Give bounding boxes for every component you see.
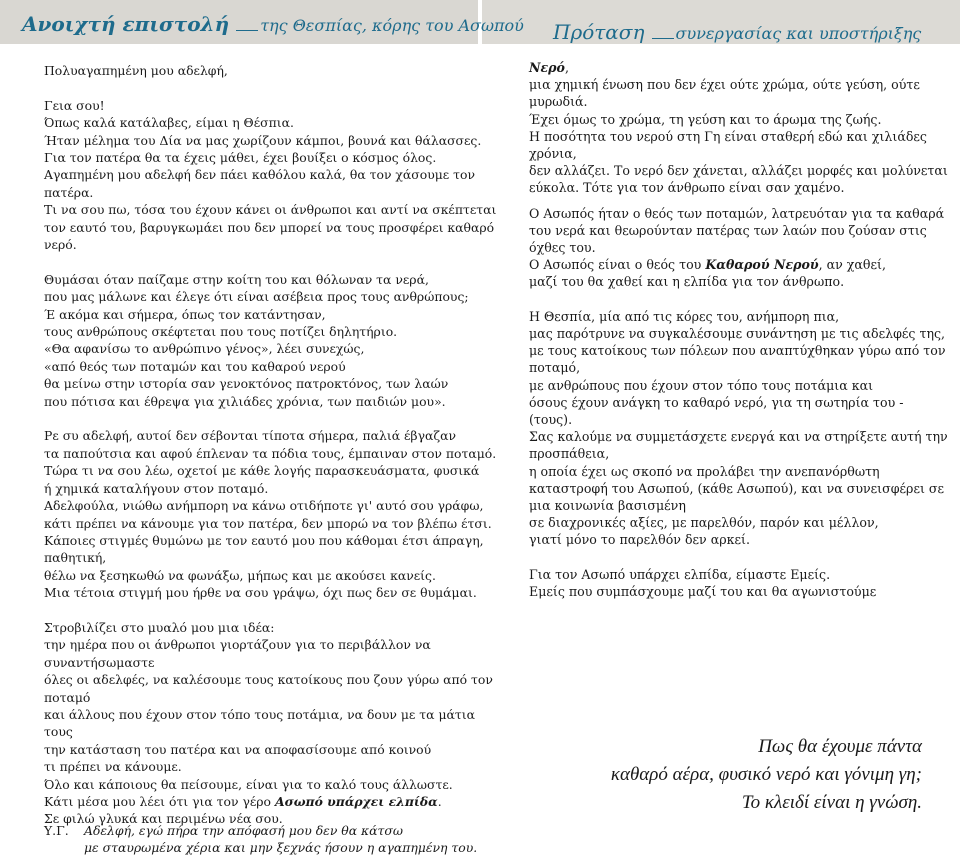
letter-line: θέλω να ξεσηκωθώ να φωνάξω, μήπως και με ακούσει κανείς. [44,567,436,583]
letter-line: ή χημικά καταλήγουν στον ποταμό. [44,480,269,496]
letter-line: συναντήσωμαστε [44,654,155,670]
letter-paragraph-4 [44,619,493,828]
letter-line: «από θεός των ποταμών και του καθαρού νερού [44,358,346,374]
letter-line: Όλο και κάποιους θα πείσουμε, είναι για το καλό τους άλλωστε. [44,776,453,792]
letter-line: Τώρα τι να σου λέω, οχετοί με κάθε λογής παρασκευάσματα, φυσικά [44,463,480,479]
letter-line: Ρε συ αδελφή, αυτοί δεν σέβονται τίποτα σήμερα, παλιά έβγαζαν [44,428,456,444]
proposal-title-main: Πρόταση [553,20,645,44]
proposal-line: δεν αλλάζει. Το νερό δεν χάνεται, αλλάζει μορφές και μολύνεται [529,163,948,179]
proposal-line: μια κοινωνία βασισμένη [529,498,686,514]
proposal-line: γιατί μόνο το παρελθόν δεν αρκεί. [529,532,750,548]
letter-closing: Σε φιλώ γλυκά και περιμένω νέα σου. [44,811,283,827]
letter-line: Θυμάσαι όταν παίζαμε στην κοίτη του και θόλωναν τα νερά, [44,271,429,287]
proposal-line: με τους κατοίκους των πόλεων που αναπτύχθηκαν γύρω από τον [529,343,946,359]
title-rule [236,30,258,31]
letter-line: Αδελφούλα, νιώθω ανήμπορη να κάνω οτιδήποτε γι' αυτό σου γράφω, [44,498,484,514]
letter-line: τους ανθρώπους σκέφτεται που τους ποτίζει δηλητήριο. [44,324,398,340]
proposal-line: Εμείς που συμπάσχουμε μαζί του και θα αγωνιστούμε [529,584,877,600]
letter-line: όλες οι αδελφές, να καλέσουμε τους κατοίκους που ζουν γύρω από τον [44,672,493,688]
slogan-line: Πως θα έχουμε πάντα [758,736,922,757]
letter-line: νερό. [44,237,77,253]
proposal-block-1 [529,76,948,196]
proposal-line: (τους). [529,412,573,428]
proposal-line: Ο Ασωπός ήταν ο θεός των ποταμών, λατρευόταν για τα καθαρά [529,205,945,221]
letter-line: που πότισα και έθρεψα για χιλιάδες χρόνια, των παιδιών μου». [44,393,446,409]
letter-title [22,12,524,36]
proposal-line: όσους έχουν ανάγκη το καθαρό νερό, για τη σωτηρία του - [529,394,904,410]
proposal-line: του νερά και θεωρούνταν πατέρας των λαών που ζούσαν στις [529,222,927,238]
proposal-line: μυρωδιά. [529,94,588,110]
water-title: Νερό [529,60,565,75]
letter-line: πατέρα. [44,184,94,200]
proposal-line: ποταμό, [529,360,581,376]
letter-title-subtitle: της Θεσπίας, κόρης του Ασωπού [260,16,524,35]
letter-paragraph-1 [44,97,497,254]
slogan-line: Το κλειδί είναι η γνώση. [741,792,922,813]
letter-line: ποταμό [44,689,91,705]
proposal-line: μας παρότρυνε να συγκαλέσουμε συνάντηση με τις αδελφές της, [529,326,946,342]
postscript-line: Αδελφή, εγώ πήρα την απόφασή μου δεν θα κάτσω [84,823,403,838]
letter-motto-line [44,793,464,810]
motto-prefix: Κάτι μέσα μου λέει ότι για τον γέρο [44,794,275,809]
proposal-line: καταστροφή του Ασωπού, (κάθε Ασωπού), και να συνεισφέρει σε [529,480,945,496]
letter-line: Γεια σου! [44,97,105,113]
letter-body [44,62,497,828]
god-suffix: , αν χαθεί, [818,257,886,273]
proposal-line: η οποία έχει ως σκοπό να προλάβει την ανεπανόρθωτη [529,463,880,479]
letter-title-main: Ανοιχτή επιστολή [22,12,230,36]
letter-line: κάτι πρέπει να κάνουμε για τον πατέρα, δεν μπορώ να τον βλέπω έτσι. [44,515,492,531]
letter-line: τι πρέπει να κάνουμε. [44,759,182,775]
letter-line: Έ ακόμα και σήμερα, όπως τον κατάντησαν, [44,306,326,322]
letter-line: που μας μάλωνε και έλεγε ότι είναι ασέβεια προς τους ανθρώπους; [44,289,469,305]
letter-line: τα παπούτσια και αφού έπλεναν τα πόδια τους, έμπαιναν στον ποταμό. [44,445,497,461]
letter-postscript [44,822,477,856]
title-rule [652,38,674,39]
letter-line: Μια τέτοια στιγμή μου ήρθε να σου γράψω, όχι πως δεν σε θυμάμαι. [44,585,477,601]
letter-line: θα μείνω στην ιστορία σαν γενοκτόνος πατροκτόνος, των λαών [44,376,449,392]
proposal-line: χρόνια, [529,146,577,162]
postscript-label: Υ.Γ. [44,823,69,838]
letter-line: την ημέρα που οι άνθρωποι γιορτάζουν για το περιβάλλον να [44,637,431,653]
proposal-line: μια χημική ένωση που δεν έχει ούτε χρώμα, ούτε γεύση, ούτε [529,77,920,93]
letter-line: Για τον πατέρα θα τα έχεις μάθει, έχει βουίξει ο κόσμος όλος. [44,150,437,166]
motto-suffix: . [437,794,442,809]
letter-line: τον εαυτό του, βαρυγκωμάει που δεν μπορεί να τους προσφέρει καθαρό [44,219,495,235]
letter-line: παθητική, [44,550,107,566]
god-prefix: Ο Ασωπός είναι ο θεός του [529,257,706,273]
letter-line: την κατάσταση του πατέρα και να αποφασίσουμε από κοινού [44,741,432,757]
slogan [611,733,922,817]
motto-emphasis: Ασωπό υπάρχει ελπίδα [274,794,438,809]
slogan-line: καθαρό αέρα, φυσικό νερό και γόνιμη γη; [610,764,922,785]
proposal-line: μαζί του θα χαθεί και η ελπίδα για τον άνθρωπο. [529,274,845,290]
water-title-line [529,59,944,76]
proposal-title [553,20,921,44]
proposal-body [529,59,948,600]
letter-line: και άλλους που έχουν στον τόπο τους ποτάμια, να δουν με τα μάτια [44,706,475,722]
letter-line: Κάποιες στιγμές θυμώνω με τον εαυτό μου που κάθομαι έτσι άπραγη, [44,532,484,548]
proposal-block-3 [529,308,948,549]
proposal-line: Η Θεσπία, μία από τις κόρες του, ανήμπορη πια, [529,308,840,324]
proposal-god-line [529,256,944,273]
proposal-block-4 [529,566,944,600]
letter-line: Στροβιλίζει στο μυαλό μου μια ιδέα: [44,619,275,635]
proposal-line: όχθες του. [529,240,596,256]
proposal-line: Σας καλούμε να συμμετάσχετε ενεργά και να στηρίξετε αυτή την [529,429,948,445]
letter-paragraph-3 [44,427,497,601]
proposal-line: εύκολα. Τότε για τον άνθρωπο είναι σαν χαμένο. [529,180,845,196]
letter-salutation: Πολυαγαπημένη μου αδελφή, [44,63,228,78]
proposal-line: με ανθρώπους που έχουν στον τόπο τους ποτάμια και [529,377,874,393]
proposal-line: προσπάθεια, [529,446,610,462]
god-emphasis: Καθαρού Νερού [705,257,819,273]
letter-line: Ήταν μέλημα του Δία να μας χωρίζουν κάμποι, βουνά και θάλασσες. [44,132,482,148]
letter-line: Τι να σου πω, τόσα του έχουν κάνει οι άνθρωποι και αντί να σκέπτεται [44,202,497,218]
proposal-line: σε διαχρονικές αξίες, με παρελθόν, παρόν και μέλλον, [529,515,879,531]
letter-line: τους [44,724,73,740]
postscript-line: με σταυρωμένα χέρια και μην ξεχνάς ήσουν η αγαπημένη του. [84,840,478,855]
letter-line: «Θα αφανίσω το ανθρώπινο γένος», λέει συνεχώς, [44,341,365,357]
proposal-line: Για τον Ασωπό υπάρχει ελπίδα, είμαστε Εμείς. [529,566,831,582]
letter-line: Αγαπημένη μου αδελφή δεν πάει καθόλου καλά, θα τον χάσουμε τον [44,167,476,183]
letter-line: Όπως καλά κατάλαβες, είμαι η Θέσπια. [44,115,294,131]
proposal-block-2 [529,205,944,291]
letter-paragraph-2 [44,271,469,410]
water-title-suffix: , [564,60,569,75]
proposal-line: Η ποσότητα του νερού στη Γη είναι σταθερή εδώ και χιλιάδες [529,128,927,144]
proposal-line: Έχει όμως το χρώμα, τη γεύση και το άρωμα της ζωής. [529,111,882,127]
proposal-title-subtitle: συνεργασίας και υποστήριξης [675,24,922,43]
